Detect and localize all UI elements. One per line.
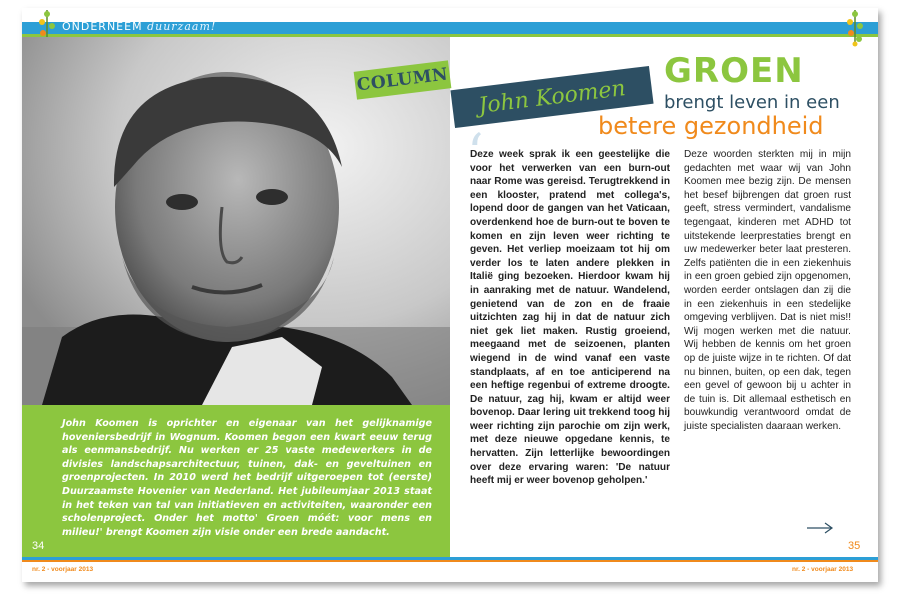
page-number-left: 34 (32, 540, 45, 552)
section-label-italic: duurzaam! (147, 20, 217, 33)
author-bio-text: John Koomen is oprichter en eigenaar van het gelijknamige hoveniersbedrijf in Wognum. Koomen begon een kwart eeuw terug als eenmansbedrijf. Nu werken er 25 vaste medewerkers in de divisies landschapsarchitectuur, tuinen, dak- en geveltuinen en groenprojecten. In 2010 werd het bedrijf uitgeroepen tot (eerste) Duurzaamste Hovenier van Nederland. Het jubileumjaar 2013 staat in het teken van tal van initiatieven en activiteiten, waaronder een scholenproject. Onder het motto' Groen móét: voor mens en milieu!' brengt Koomen zijn visie onder een brede aandacht. (62, 418, 432, 538)
headline-line-1: GROEN (664, 51, 804, 91)
magazine-spread (22, 8, 878, 582)
footer-issue-left: nr. 2 - voorjaar 2013 (32, 566, 94, 573)
footer-line-orange (22, 560, 878, 562)
article-column-2: Deze woorden sterkten mij in mijn gedachten met waar wij van John Koomen mee bezig zijn. De mensen het besef bijbrengen dat groen rust geeft, stress vermindert, vandalisme tegengaat, kinderen met ADHD tot uitstekende leerprestaties brengt en uw medewerker beter laat presteren. Zelfs patiënten die in een ziekenhuis in een groen gebied zijn opgenomen, worden eerder ontslagen dan zij die in een ziekenhuis in een stedelijke omgeving verblijven. Dat is niet mis!! Wij mogen werken met die natuur. Wij hebben de kennis om het groen op de juiste wijze in te richten. Of dat nu binnen, buiten, op een dak, tegen een gevel of gewoon bij u achter in de tuin is. Dit allemaal esthetisch en bouwkundig verantwoord omdat de juiste specialisten daaraan werken. (684, 149, 851, 432)
page-number-right: 35 (848, 540, 861, 552)
quote-mark-icon: ‘ (467, 124, 484, 184)
article-column-1: Deze week sprak ik een geestelijke die voor het verwerken van een burn-out naar Rome was gereisd. Terugtrekkend in een klooster, pratend met collega's, lopend door de gangen van het Vaticaan, overdenkend hoe de burn-out te boven te komen en zijn leven weer richting te geven. Het verliep moeizaam tot hij om verder los te laten andere plekken in Italië ging bezoeken. Hierdoor kwam hij in aanraking met de natuur. Wandelend, genietend van de zon en de fraaie uitzichten zag hij in dat de natuur zich niet gek liet maken. Rustig groeiend, meegaand met de seizoenen, planten wiegend in de wind vanaf een vaste standplaats, af en toe anticiperend na een heftige regenbui of extreme droogte. De natuur, zag hij, kwam er altijd weer bovenop. Daar lering uit trekkend toog hij weer richting zijn parochie om zijn werk, met deze nieuwe opgedane kennis, te hervatten. Zijn letterlijke bewoordingen over deze ervaring waren: 'De natuur heeft mij er weer bovenop geholpen.' (470, 149, 670, 487)
author-bio-box (22, 405, 450, 557)
section-label (62, 20, 216, 34)
footer-issue-right: nr. 2 - voorjaar 2013 (792, 566, 854, 573)
column-tag-label: COLUMN (355, 64, 450, 96)
headline-line-2: brengt leven in een (664, 92, 840, 113)
section-label-main: ONDERNEEM (62, 20, 143, 33)
floral-ornament-icon (844, 8, 866, 48)
arrow-right-icon (806, 522, 834, 534)
author-name: John Koomen (477, 75, 627, 119)
headline-line-3: betere gezondheid (598, 112, 824, 140)
